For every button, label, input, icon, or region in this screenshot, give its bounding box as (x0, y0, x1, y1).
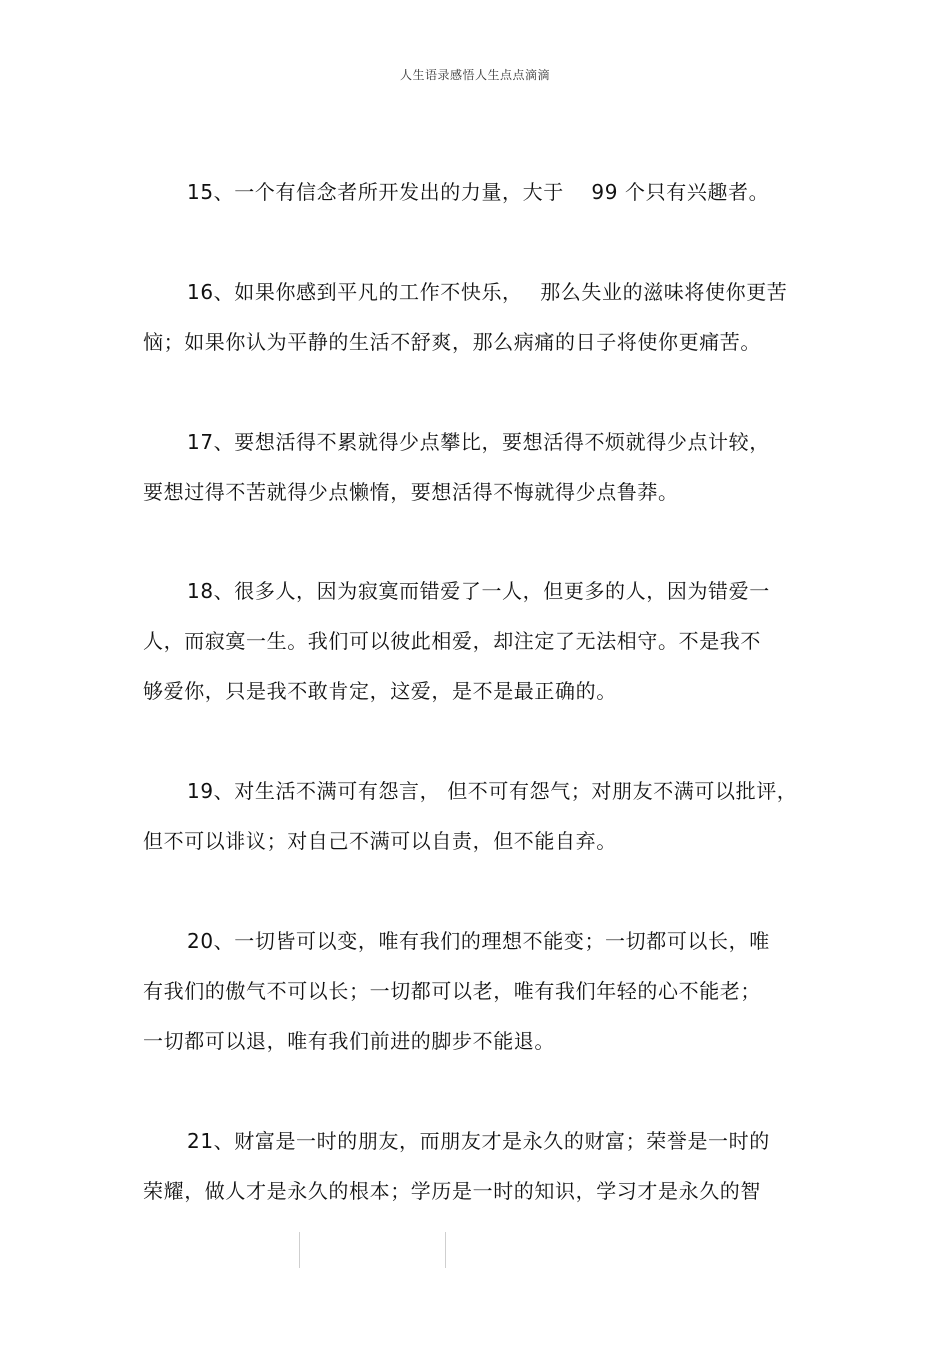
paragraph-line: 16、如果你感到平凡的工作不快乐， 那么失业的滋味将使你更苦 (187, 280, 788, 304)
paragraph-15 (143, 167, 793, 217)
paragraph-line: 17、要想活得不累就得少点攀比，要想活得不烦就得少点计较， (187, 430, 770, 454)
paragraph-line: 一切都可以退，唯有我们前进的脚步不能退。 (143, 1029, 555, 1053)
paragraph-16 (143, 267, 793, 367)
paragraph-line: 有我们的傲气不可以长；一切都可以老，唯有我们年轻的心不能老； (143, 979, 761, 1003)
paragraph-line: 够爱你，只是我不敢肯定，这爱，是不是最正确的。 (143, 679, 617, 703)
paragraph-line: 荣耀，做人才是永久的根本；学历是一时的知识，学习才是永久的智 (143, 1179, 761, 1203)
footer-divider-right (445, 1232, 446, 1268)
paragraph-line: 要想过得不苦就得少点懒惰，要想活得不悔就得少点鲁莽。 (143, 480, 679, 504)
paragraph-line: 人，而寂寞一生。我们可以彼此相爱，却注定了无法相守。不是我不 (143, 629, 761, 653)
paragraph-20 (143, 916, 793, 1066)
paragraph-17 (143, 417, 793, 517)
paragraph-19 (143, 766, 798, 866)
paragraph-line: 20、一切皆可以变，唯有我们的理想不能变；一切都可以长，唯 (187, 929, 770, 953)
paragraph-line: 18、很多人，因为寂寞而错爱了一人，但更多的人，因为错爱一 (187, 579, 770, 603)
paragraph-21 (143, 1116, 793, 1216)
paragraph-18 (143, 566, 793, 716)
paragraph-line: 但不可以诽议；对自己不满可以自责，但不能自弃。 (143, 829, 617, 853)
paragraph-line: 恼；如果你认为平静的生活不舒爽，那么病痛的日子将使你更痛苦。 (143, 330, 761, 354)
footer-divider-left (299, 1232, 300, 1268)
paragraph-line: 21、财富是一时的朋友，而朋友才是永久的财富；荣誉是一时的 (187, 1129, 770, 1153)
page-header: 人生语录感悟人生点点滴滴 (399, 68, 550, 82)
paragraph-line: 19、对生活不满可有怨言， 但不可有怨气；对朋友不满可以批评， (187, 779, 798, 803)
paragraph-line: 15、一个有信念者所开发出的力量，大于 99 个只有兴趣者。 (187, 180, 770, 204)
